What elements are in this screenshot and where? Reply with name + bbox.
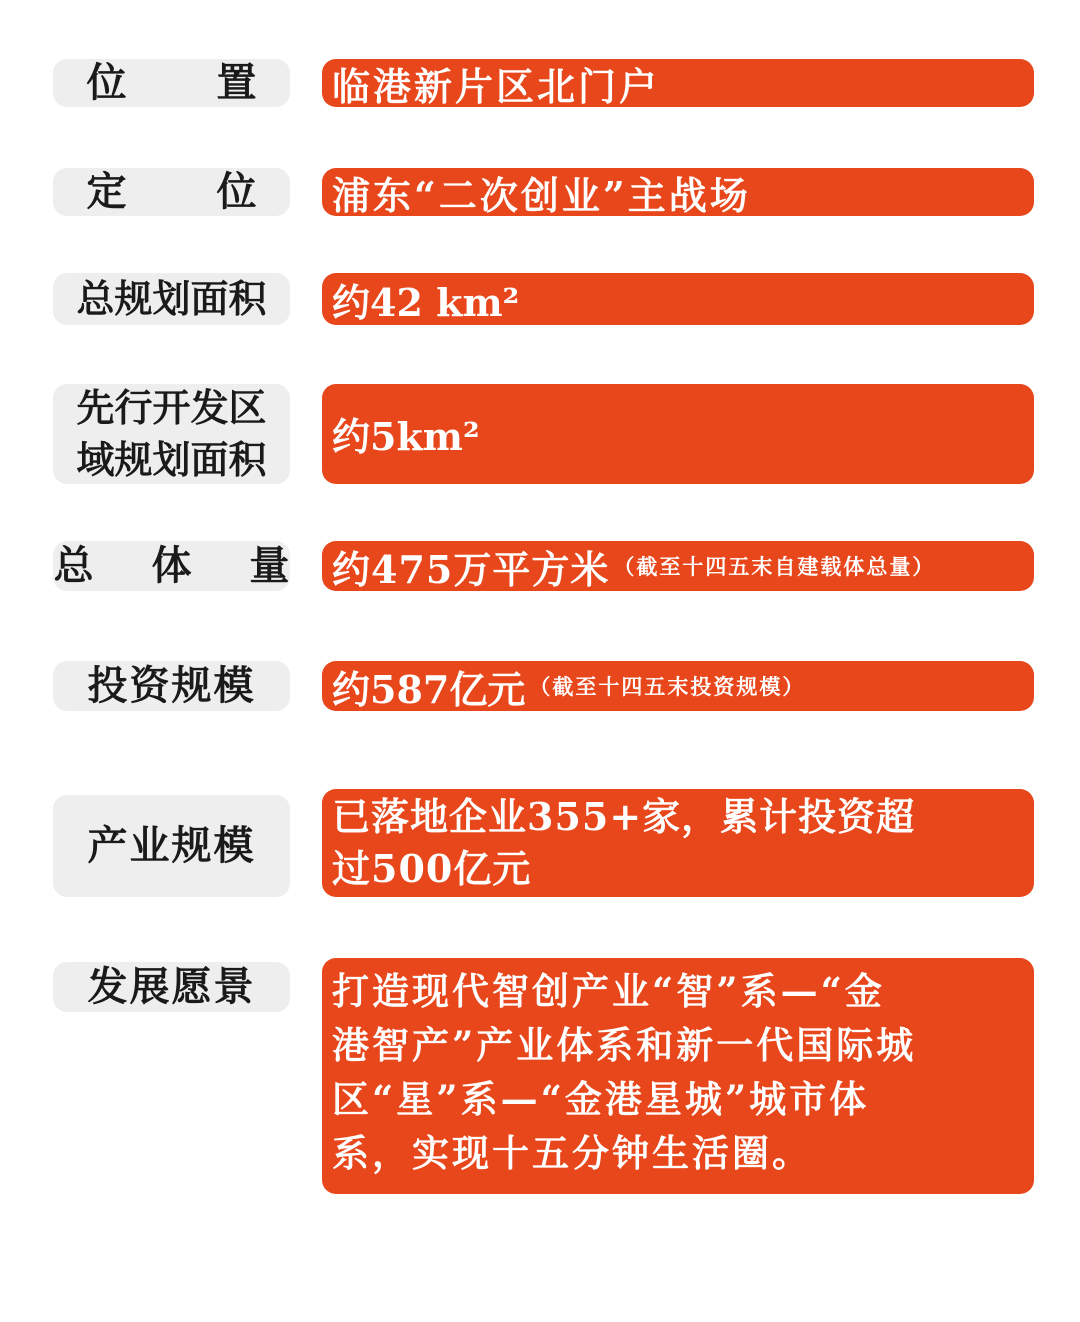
value-pilot-zone-area-text: 约5km² [332, 414, 480, 459]
value-industry-scale-line2: 过500亿元 [332, 846, 532, 891]
value-total-volume-text: 约475万平方米 [332, 546, 610, 592]
value-total-volume [322, 541, 1034, 591]
value-development-vision [322, 958, 1034, 1194]
value-industry-scale [322, 789, 1034, 897]
label-industry-scale: 产业规模 [53, 795, 290, 897]
value-investment-scale [322, 661, 1034, 711]
value-development-vision-line3: 区“星”系—“金港星城”城市体 [332, 1077, 870, 1121]
value-investment-scale-text: 约587亿元 [332, 666, 526, 712]
label-total-planning-area: 总规划面积 [53, 273, 290, 325]
label-positioning: 定 位 [53, 168, 290, 216]
value-location-text: 临港新片区北门户 [332, 63, 661, 109]
label-location: 位 置 [53, 59, 290, 107]
label-total-volume: 总 体 量 [53, 542, 312, 589]
value-investment-scale-note: （截至十四五末投资规模） [529, 674, 806, 699]
label-pilot-zone-area-line1: 先行开发区 [76, 385, 267, 430]
value-positioning-text: 浦东“二次创业”主战场 [332, 172, 751, 218]
label-pilot-zone-area [53, 384, 290, 484]
value-positioning [322, 168, 1034, 216]
value-location [322, 59, 1034, 107]
label-pilot-zone-area-line2: 域规划面积 [76, 437, 267, 482]
value-industry-scale-line1: 已落地企业355+家，累计投资超 [332, 794, 916, 839]
value-total-volume-note: （截至十四五末自建载体总量） [613, 554, 936, 579]
value-development-vision-line1: 打造现代智创产业“智”系—“金 [332, 969, 885, 1013]
value-development-vision-line4: 系，实现十五分钟生活圈。 [332, 1131, 812, 1175]
label-development-vision: 发展愿景 [53, 962, 290, 1012]
value-pilot-zone-area [322, 384, 1034, 484]
value-total-planning-area-text: 约42 km² [332, 279, 520, 325]
value-total-planning-area [322, 273, 1034, 325]
value-development-vision-line2: 港智产”产业体系和新一代国际城 [332, 1023, 917, 1067]
label-investment-scale: 投资规模 [53, 661, 290, 711]
